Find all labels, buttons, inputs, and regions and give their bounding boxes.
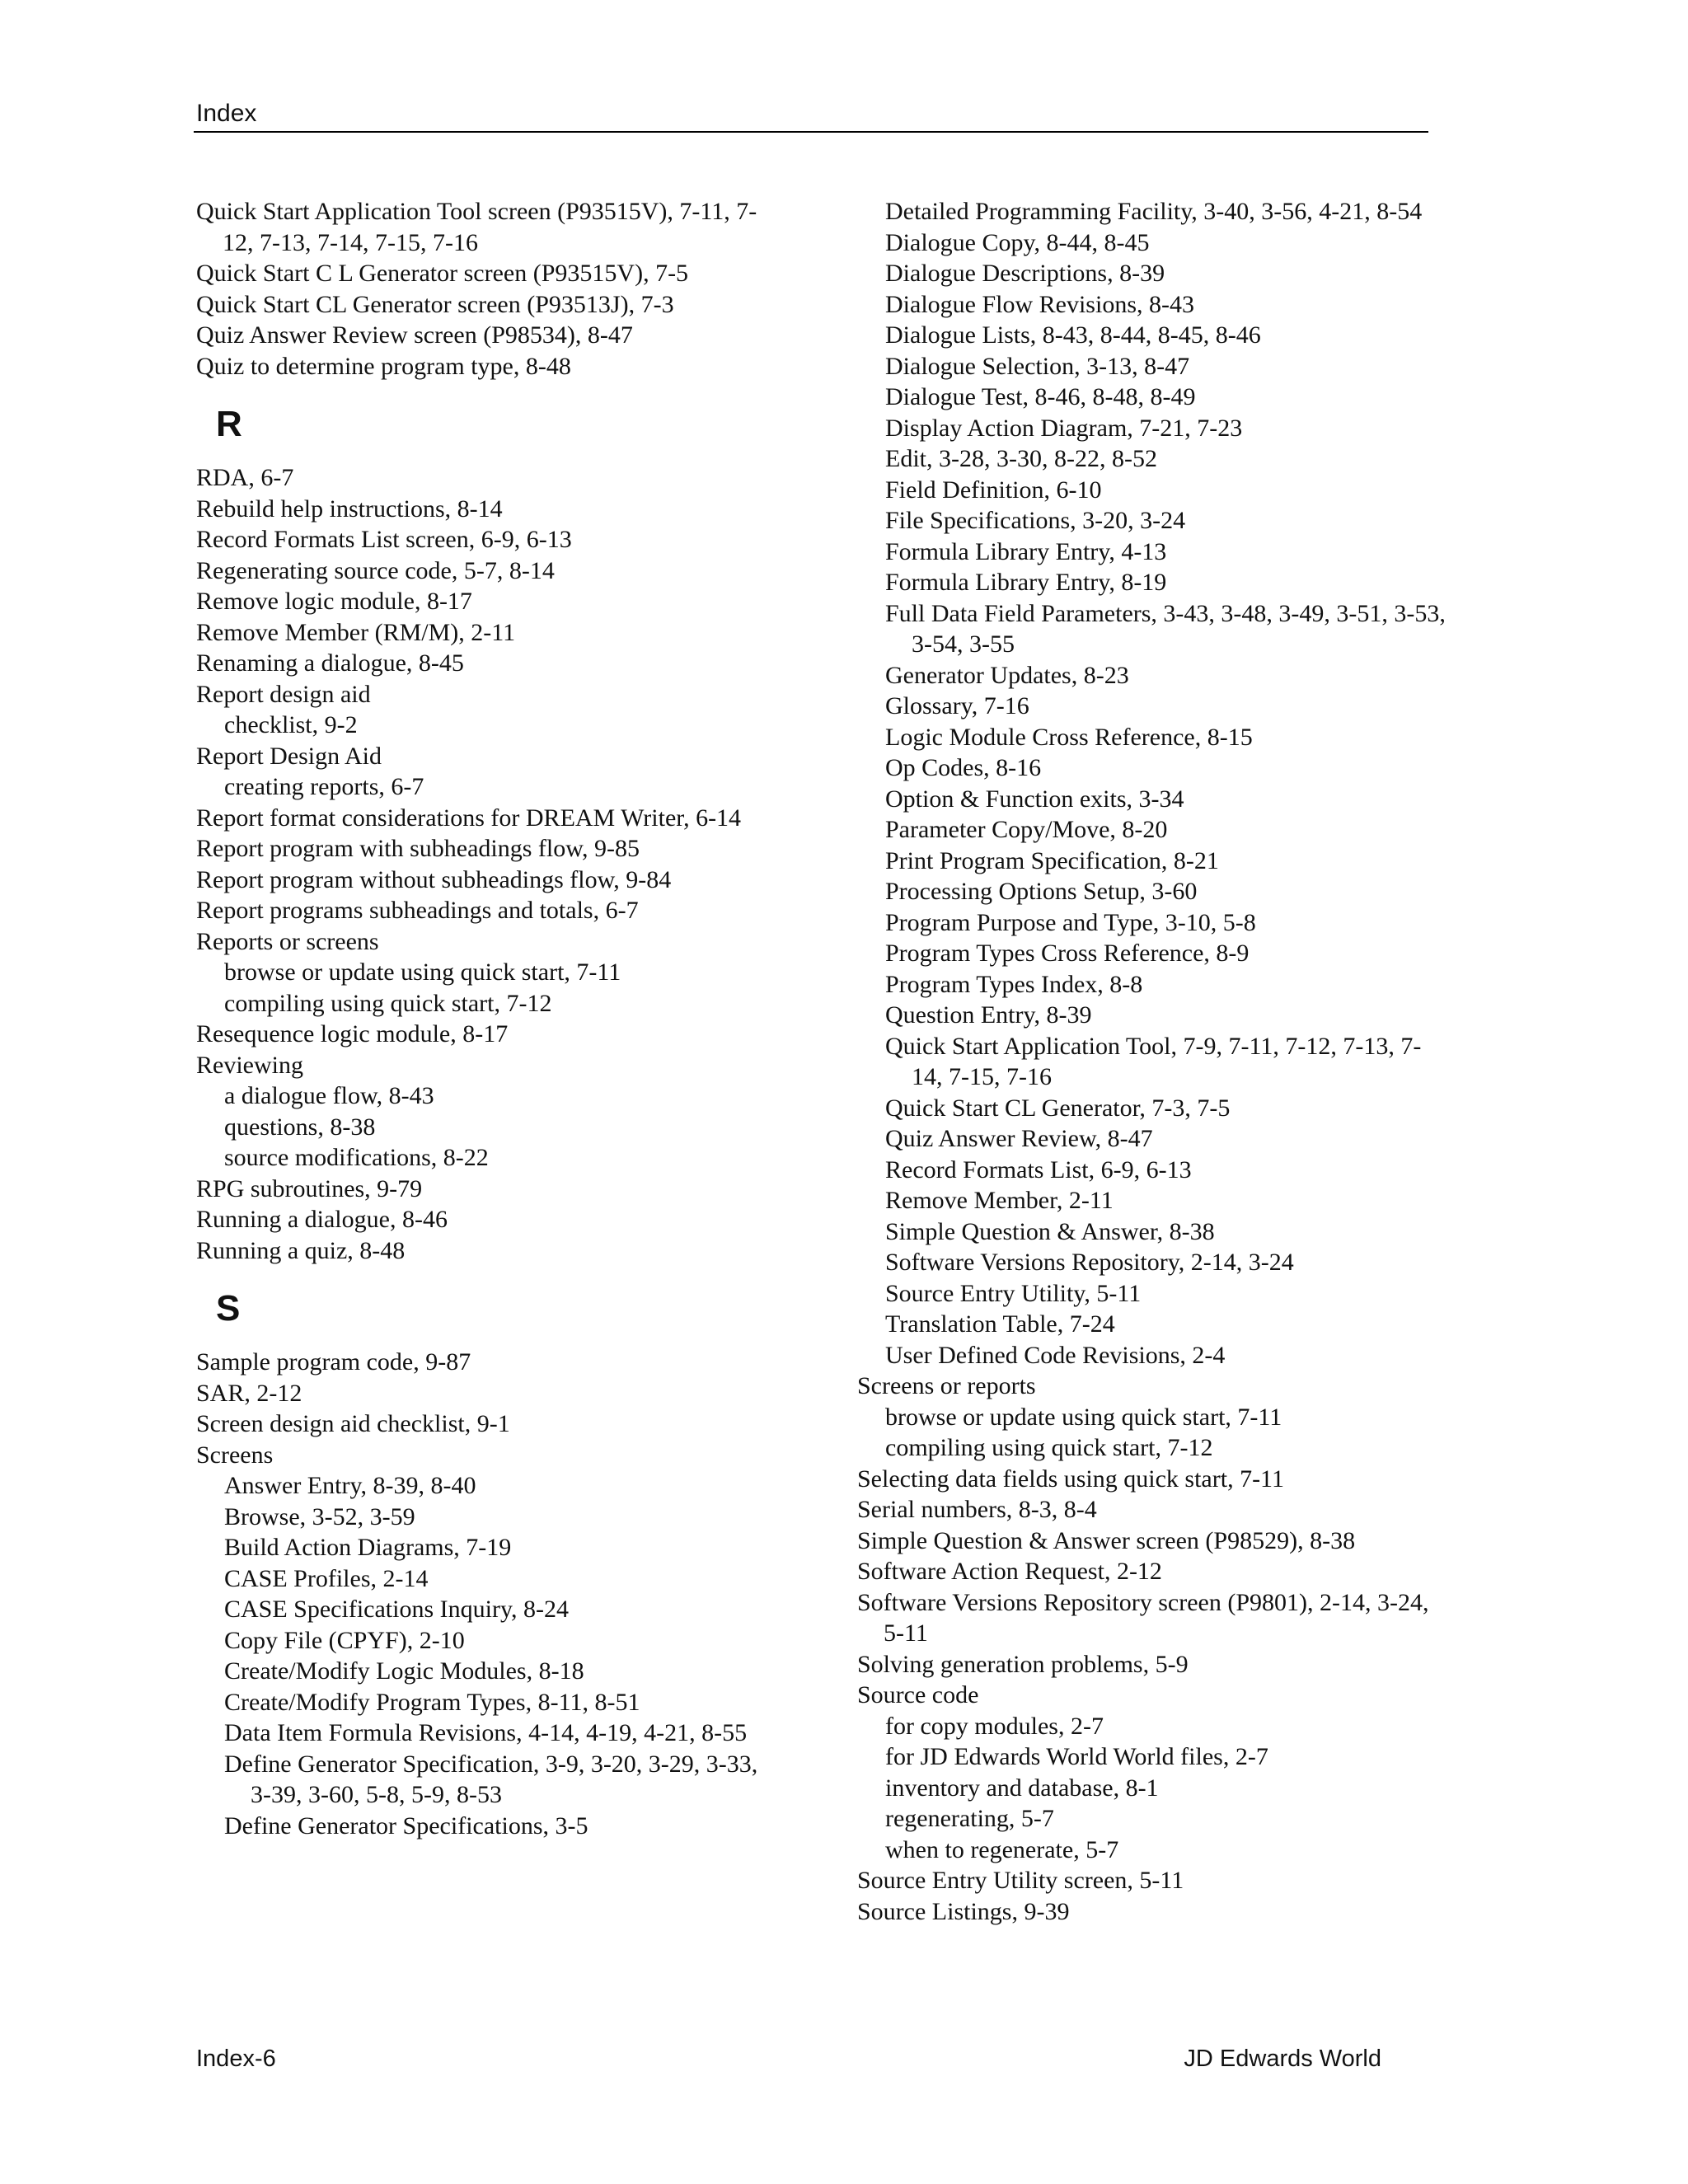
index-subentry: Quick Start Application Tool, 7-9, 7-11, 7-12, 7-13, 7-14, 7-15, 7-16 [885,1032,1422,1090]
index-entry: Regenerating source code, 5-7, 8-14 [196,556,555,584]
index-subentry: when to regenerate, 5-7 [885,1835,1119,1863]
index-entry: Renaming a dialogue, 8-45 [196,649,464,677]
index-subentry: Dialogue Flow Revisions, 8-43 [885,290,1194,318]
index-subentry: Quiz Answer Review, 8-47 [885,1125,1153,1152]
index-entry: Source Entry Utility screen, 5-11 [857,1867,1184,1894]
index-subentry: Build Action Diagrams, 7-19 [224,1534,512,1561]
index-subentry: Question Entry, 8-39 [885,1001,1092,1029]
index-subentry: Op Codes, 8-16 [885,754,1042,781]
index-entry: Sample program code, 9-87 [196,1348,471,1376]
index-subentry: Copy File (CPYF), 2-10 [224,1626,465,1654]
index-subentry: User Defined Code Revisions, 2-4 [885,1341,1226,1369]
index-subentry: regenerating, 5-7 [885,1805,1054,1832]
index-entry: SAR, 2-12 [196,1379,302,1407]
index-subentry: CASE Profiles, 2-14 [224,1564,429,1592]
section-letter-r: R [216,404,242,444]
index-subentry: Display Action Diagram, 7-21, 7-23 [885,414,1243,442]
index-subentry: Formula Library Entry, 4-13 [885,537,1167,565]
index-entry: Quick Start Application Tool screen (P93515V), 7-11, 7-12, 7-13, 7-14, 7-15, 7-16 [196,198,757,256]
index-column-left [196,196,773,1841]
index-entry: Screen design aid checklist, 9-1 [196,1410,510,1437]
index-subentry: Answer Entry, 8-39, 8-40 [224,1472,476,1499]
index-subentry: questions, 8-38 [224,1113,376,1141]
index-entry: Serial numbers, 8-3, 8-4 [857,1496,1097,1523]
index-entry: Simple Question & Answer screen (P98529), 8-38 [857,1526,1356,1554]
index-entry: Report Design Aid [196,742,382,770]
index-subentry: Glossary, 7-16 [885,692,1029,719]
section-letter-s: S [216,1288,241,1329]
header-rule [194,131,1428,133]
index-entry: Software Action Request, 2-12 [857,1558,1162,1585]
index-subentry: Dialogue Selection, 3-13, 8-47 [885,352,1190,380]
index-subentry: compiling using quick start, 7-12 [885,1434,1213,1461]
index-entry: Quiz to determine program type, 8-48 [196,352,571,380]
index-subentry: Detailed Programming Facility, 3-40, 3-56, 4-21, 8-54 [885,198,1423,225]
index-subentry: for JD Edwards World World files, 2-7 [885,1743,1268,1770]
index-entry: Quiz Answer Review screen (P98534), 8-47 [196,321,633,349]
index-entry: Source code [857,1681,979,1708]
index-subentry: Processing Options Setup, 3-60 [885,878,1198,905]
index-subentry: Full Data Field Parameters, 3-43, 3-48, 3-49, 3-51, 3-53, 3-54, 3-55 [885,599,1446,658]
index-subentry: Logic Module Cross Reference, 8-15 [885,723,1253,751]
index-subentry: Quick Start CL Generator, 7-3, 7-5 [885,1094,1231,1122]
index-entry: Running a dialogue, 8-46 [196,1206,448,1233]
index-subentry: Generator Updates, 8-23 [885,661,1129,689]
index-subentry: Program Purpose and Type, 3-10, 5-8 [885,908,1256,936]
index-column-right [857,196,1451,1927]
index-entry: RDA, 6-7 [196,464,294,491]
index-subentry: Translation Table, 7-24 [885,1310,1115,1338]
index-subentry: Create/Modify Program Types, 8-11, 8-51 [224,1688,640,1716]
index-entry: Solving generation problems, 5-9 [857,1650,1189,1678]
index-subentry: File Specifications, 3-20, 3-24 [885,507,1186,534]
index-subentry: compiling using quick start, 7-12 [224,989,552,1017]
index-subentry: Data Item Formula Revisions, 4-14, 4-19, 4-21, 8-55 [224,1719,748,1746]
index-subentry: browse or update using quick start, 7-11 [885,1403,1282,1431]
index-entry: Quick Start C L Generator screen (P93515V), 7-5 [196,260,689,287]
index-entry: Report program without subheadings flow, 9-84 [196,865,672,893]
index-subentry: Option & Function exits, 3-34 [885,785,1184,813]
index-subentry: CASE Specifications Inquiry, 8-24 [224,1596,569,1623]
index-subentry: a dialogue flow, 8-43 [224,1082,434,1109]
index-entry: Remove Member (RM/M), 2-11 [196,618,516,646]
index-entry: Reports or screens [196,927,379,955]
index-entry: Report format considerations for DREAM Writer, 6-14 [196,804,742,832]
index-entry: Software Versions Repository screen (P9801), 2-14, 3-24, 5-11 [857,1588,1429,1647]
footer-page-number: Index-6 [196,2046,276,2072]
index-subentry: Dialogue Lists, 8-43, 8-44, 8-45, 8-46 [885,321,1261,349]
index-subentry: Simple Question & Answer, 8-38 [885,1217,1215,1245]
index-entry: RPG subroutines, 9-79 [196,1174,423,1202]
index-entry: Record Formats List screen, 6-9, 6-13 [196,526,572,553]
index-subentry: Dialogue Descriptions, 8-39 [885,260,1165,287]
index-entry: Report programs subheadings and totals, 6-7 [196,897,639,924]
index-subentry: Browse, 3-52, 3-59 [224,1502,415,1530]
index-entry: Screens [196,1441,274,1469]
running-header: Index [196,100,257,127]
index-entry: Quick Start CL Generator screen (P93513J), 7-3 [196,290,674,318]
index-subentry: Program Types Cross Reference, 8-9 [885,940,1250,967]
index-subentry: Dialogue Copy, 8-44, 8-45 [885,228,1150,256]
index-subentry: Parameter Copy/Move, 8-20 [885,816,1168,843]
index-entry: Remove logic module, 8-17 [196,588,472,615]
index-entry: Selecting data fields using quick start, 7-11 [857,1465,1284,1493]
index-subentry: Define Generator Specification, 3-9, 3-20, 3-29, 3-33, 3-39, 3-60, 5-8, 5-9, 8-53 [224,1750,758,1808]
index-entry: Source Listings, 9-39 [857,1897,1070,1925]
index-subentry: Print Program Specification, 8-21 [885,846,1219,874]
index-subentry: Source Entry Utility, 5-11 [885,1279,1142,1307]
index-subentry: Program Types Index, 8-8 [885,970,1143,998]
index-entry: Report design aid [196,680,371,708]
index-subentry: Formula Library Entry, 8-19 [885,569,1167,596]
index-subentry: Field Definition, 6-10 [885,476,1102,504]
index-subentry: for copy modules, 2-7 [885,1712,1104,1740]
index-entry: Reviewing [196,1051,303,1079]
index-subentry: browse or update using quick start, 7-11 [224,958,621,986]
index-subentry: Record Formats List, 6-9, 6-13 [885,1155,1192,1183]
index-subentry: creating reports, 6-7 [224,773,424,800]
index-entry: Screens or reports [857,1372,1036,1399]
index-subentry: source modifications, 8-22 [224,1144,489,1171]
index-entry: Report program with subheadings flow, 9-85 [196,835,640,862]
index-entry: Resequence logic module, 8-17 [196,1020,509,1047]
index-subentry: checklist, 9-2 [224,711,358,738]
index-subentry: Edit, 3-28, 3-30, 8-22, 8-52 [885,445,1157,472]
index-entry: Rebuild help instructions, 8-14 [196,494,503,523]
footer-product-name: JD Edwards World [1184,2046,1381,2072]
index-subentry: Create/Modify Logic Modules, 8-18 [224,1657,584,1685]
index-subentry: Remove Member, 2-11 [885,1187,1114,1214]
index-subentry: Define Generator Specifications, 3-5 [224,1811,588,1840]
index-subentry: Software Versions Repository, 2-14, 3-24 [885,1249,1294,1276]
index-entry: Running a quiz, 8-48 [196,1236,406,1264]
index-subentry: inventory and database, 8-1 [885,1774,1159,1802]
index-subentry: Dialogue Test, 8-46, 8-48, 8-49 [885,383,1196,410]
